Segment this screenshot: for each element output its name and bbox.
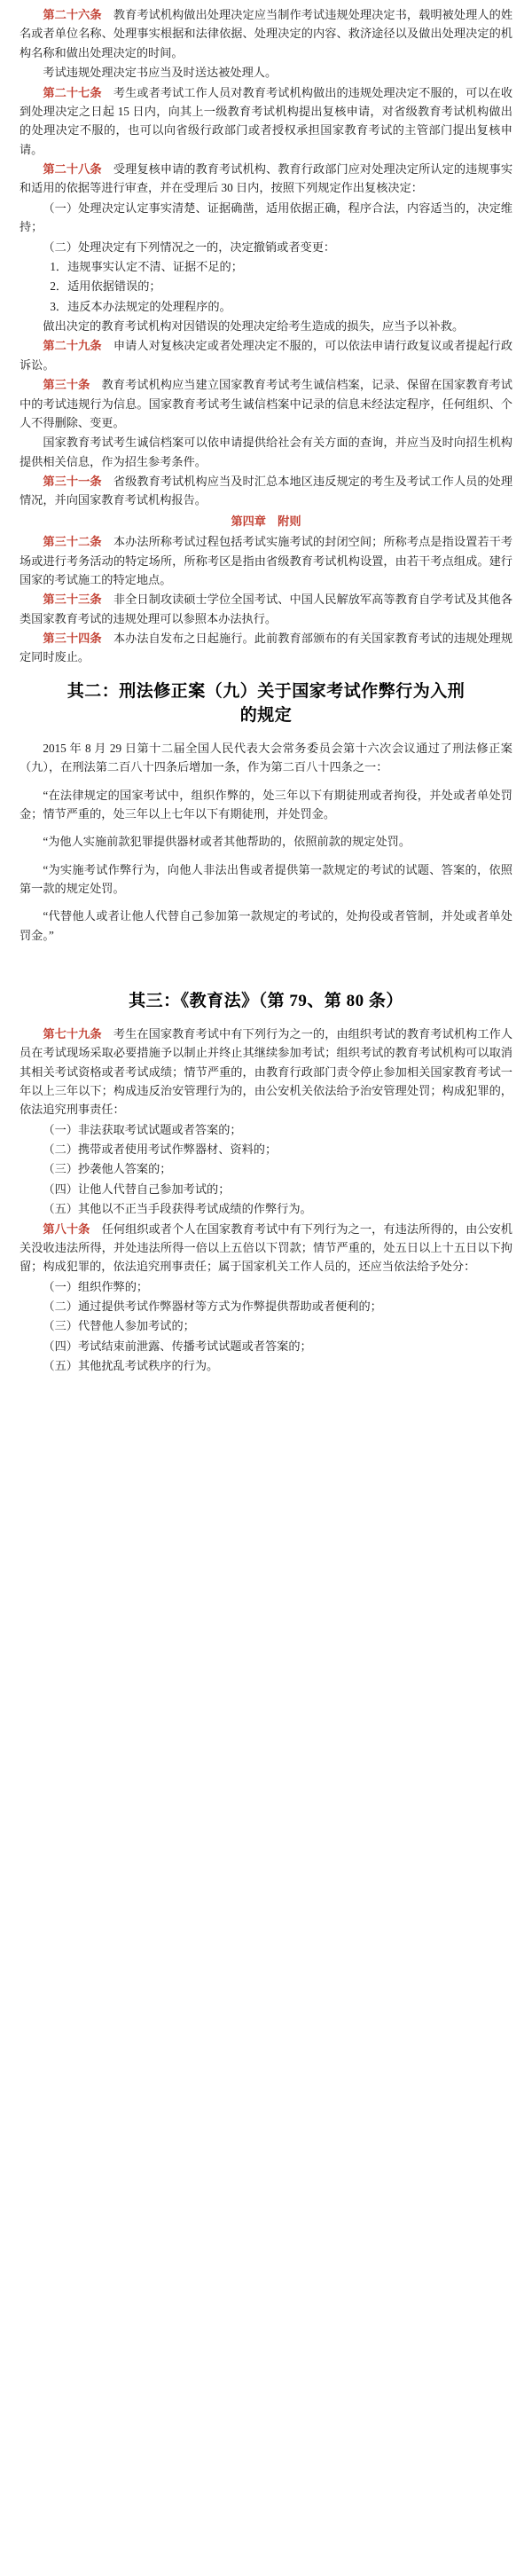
section-criminal-law-amendment	[20, 679, 512, 945]
article-label: 第七十九条	[43, 1026, 102, 1041]
quote-paragraph: “在法律规定的国家考试中，组织作弊的，处三年以下有期徒刑或者拘役，并处或者单处罚金；情节严重的，处三年以上七年以下有期徒刑，并处罚金。	[20, 788, 512, 821]
list-item: （一）处理决定认定事实清楚、证据确凿，适用依据正确，程序合法，内容适当的，决定维持；	[20, 200, 512, 234]
section-heading-line2: 的规定	[239, 706, 293, 726]
article-label: 第二十六条	[43, 8, 102, 21]
article-text: 受理复核申请的教育考试机构、教育行政部门应对处理决定所认定的违规事实和适用的依据等进行审查，并在受理后 30 日内，按照下列规定作出复核决定：	[20, 162, 513, 195]
chapter-heading: 第四章 附则	[231, 514, 301, 528]
list-item: （二）携带或者使用考试作弊器材、资料的；	[43, 1143, 278, 1157]
list-item: （二）处理决定有下列情况之一的，决定撤销或者变更：	[43, 240, 336, 254]
article-paragraph	[20, 472, 512, 510]
intro-paragraph: 2015 年 8 月 29 日第十二届全国人民代表大会常务委员会第十六次会议通过了刑法修正案（九），在刑法第二百八十四条后增加一条，作为第二百八十四条之一：	[20, 741, 512, 774]
article-text: 任何组织或者个人在国家教育考试中有下列行为之一，有违法所得的，由公安机关没收违法所得，并处违法所得一倍以上五倍以下罚款；情节严重的，处五日以上十五日以下拘留；构成犯罪的，依法追究刑事责任；属于国家机关工作人员的，还应当依法给予处分：	[20, 1221, 512, 1274]
article-label: 第三十条	[43, 378, 90, 392]
article-label: 第二十九条	[43, 339, 102, 353]
article-label: 第二十七条	[43, 85, 102, 99]
list-item: （一）组织作弊的；	[43, 1279, 149, 1293]
article-paragraph	[20, 1025, 512, 1119]
article-label: 第八十条	[43, 1221, 90, 1236]
body-paragraph: 国家教育考试考生诚信档案可以依申请提供给社会有关方面的查询，并应当及时向招生机构提供相关信息，作为招生参考条件。	[20, 436, 512, 468]
section-heading-line1: 其二：刑法修正案（九）关于国家考试作弊行为入刑	[66, 681, 466, 701]
list-item: 1．违规事实认定不清、证据不足的；	[50, 259, 243, 273]
article-paragraph	[20, 375, 512, 432]
list-item: （五）其他扰乱考试秩序的行为。	[43, 1359, 219, 1373]
section-heading: 其三：《教育法》（第 79、第 80 条）	[129, 992, 403, 1011]
article-paragraph	[20, 629, 512, 667]
article-text: 省级教育考试机构应当及时汇总本地区违反规定的考生及考试工作人员的处理情况，并向国家教育考试机构报告。	[20, 475, 513, 507]
article-label: 第三十三条	[43, 593, 102, 607]
body-paragraph: 考试违规处理决定书应当及时送达被处理人。	[43, 66, 278, 80]
list-item: （二）通过提供考试作弊器材等方式为作弊提供帮助或者便利的；	[43, 1300, 382, 1314]
body-paragraph: 做出决定的教育考试机构对因错误的处理决定给考生造成的损失，应当予以补救。	[43, 319, 465, 333]
article-text: 申请人对复核决定或者处理决定不服的，可以依法申请行政复议或者提起行政诉讼。	[20, 339, 513, 372]
article-paragraph	[20, 5, 512, 62]
list-item: （三）代替他人参加考试的；	[43, 1319, 195, 1333]
list-item: （四）让他人代替自己参加考试的；	[43, 1182, 231, 1196]
article-label: 第二十八条	[43, 162, 102, 176]
article-paragraph	[20, 83, 512, 160]
article-text: 考生或者考试工作人员对教育考试机构做出的违规处理决定不服的，可以在收到处理决定之日起 15 日内，向其上一级教育考试机构提出复核申请，对省级教育考试机构做出的处理决定不服的，也可以向省级行政部门或者授权承担国家教育考试的主管部门提出复核申请。	[20, 85, 513, 156]
article-paragraph	[20, 532, 512, 589]
article-text: 本办法所称考试过程包括考试实施考试的封闭空间；所称考点是指设置若干考场或进行考务活动的特定场所，所称考区是指由省级教育考试机构设置，由若干考点组成。建行国家的考试施工的特定地点。	[20, 535, 513, 586]
quote-paragraph: “为他人实施前款犯罪提供器材或者其他帮助的，依照前款的规定处罚。	[43, 835, 411, 849]
article-label: 第三十四条	[43, 632, 102, 645]
section-heading	[20, 679, 512, 728]
article-text: 非全日制攻读硕士学位全国考试、中国人民解放军高等教育自学考试及其他各类国家教育考试的违规处理可以参照本办法执行。	[20, 593, 513, 625]
article-paragraph	[20, 1220, 512, 1276]
article-text: 教育考试机构做出处理决定应当制作考试违规处理决定书，载明被处理人的姓名或者单位名称、处理事实根据和法律依据、处理决定的内容、救济途径以及做出处理决定的机构名称和做出处理决定的时间。	[20, 8, 513, 59]
article-text: 本办法自发布之日起施行。此前教育部颁布的有关国家教育考试的违规处理规定同时废止。	[20, 632, 513, 664]
list-item: 2．适用依据错误的；	[50, 279, 161, 294]
list-item: （三）抄袭他人答案的；	[43, 1162, 172, 1176]
list-item: （一）非法获取考试试题或者答案的；	[43, 1122, 242, 1136]
article-label: 第三十二条	[43, 535, 102, 549]
article-paragraph	[20, 336, 512, 374]
article-text: 考生在国家教育考试中有下列行为之一的，由组织考试的教育考试机构工作人员在考试现场采取必要措施予以制止并终止其继续参加考试；组织考试的教育考试机构可以取消其相关考试资格或者考试成绩；情节严重的，由教育行政部门责令停止参加相关国家教育考试一年以上三年以下；构成违反治安管理行为的，由公安机关依法给予治安管理处罚；构成犯罪的，依法追究刑事责任：	[20, 1026, 513, 1117]
list-item: （四）考试结束前泄露、传播考试试题或者答案的；	[43, 1339, 312, 1353]
article-label: 第三十一条	[43, 475, 102, 488]
article-paragraph	[20, 160, 512, 198]
list-item: 3．违反本办法规定的处理程序的。	[50, 299, 231, 313]
article-text: 教育考试机构应当建立国家教育考试考生诚信档案，记录、保留在国家教育考试中的考试违规行为信息。国家教育考试考生诚信档案中记录的信息未经法定程序，任何组织、个人不得删除、变更。	[20, 378, 512, 429]
section-spacer	[20, 954, 512, 977]
list-item: （五）其他以不正当手段获得考试成绩的作弊行为。	[43, 1202, 312, 1216]
quote-paragraph: “为实施考试作弊行为，向他人非法出售或者提供第一款规定的考试的试题、答案的，依照第一款的规定处罚。	[20, 862, 512, 896]
article-paragraph	[20, 590, 512, 628]
quote-paragraph: “代替他人或者让他人代替自己参加第一款规定的考试的，处拘役或者管制，并处或者单处罚金。”	[20, 909, 512, 942]
section-exam-regulation	[20, 5, 512, 667]
section-education-law	[20, 989, 512, 1375]
